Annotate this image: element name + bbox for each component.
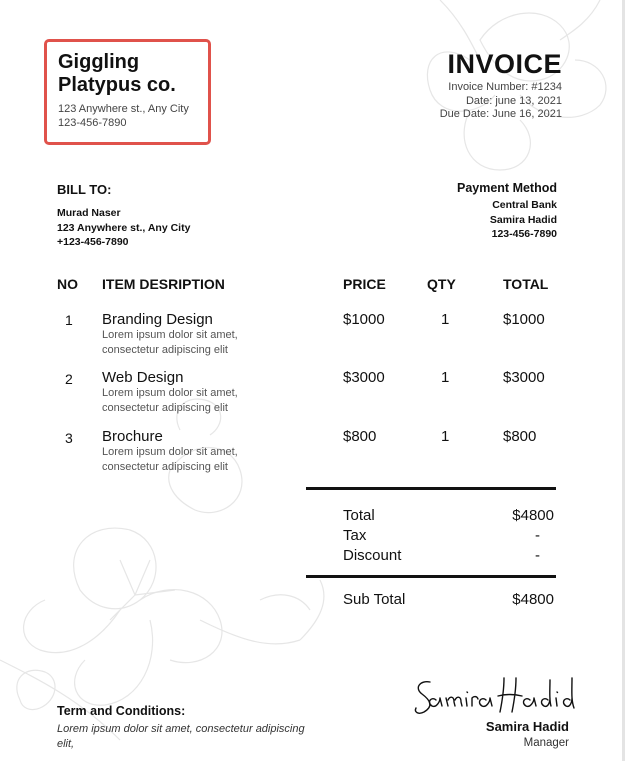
signature-image	[412, 672, 577, 720]
signatory-role: Manager	[523, 737, 569, 749]
discount-value: -	[535, 547, 540, 564]
item-price: $1000	[343, 311, 385, 328]
row-number: 2	[65, 371, 73, 387]
terms-text: Lorem ipsum dolor sit amet, consectetur adipiscing elit,	[57, 723, 305, 750]
header-qty: QTY	[427, 276, 456, 292]
invoice-due-date: Due Date: June 16, 2021	[439, 108, 562, 120]
payment-account-name: Samira Hadid	[489, 213, 557, 226]
client-address: 123 Anywhere st., Any City	[57, 221, 191, 234]
header-no: NO	[57, 276, 78, 292]
total-label: Total	[343, 507, 375, 524]
item-name: Brochure	[102, 428, 163, 445]
payment-bank: Central Bank	[492, 199, 557, 211]
row-number: 1	[65, 312, 73, 328]
header-price: PRICE	[343, 276, 386, 292]
signatory-name: Samira Hadid	[485, 719, 569, 734]
subtotal-label: Sub Total	[343, 591, 406, 608]
item-description: Lorem ipsum dolor sit amet, consectetur adipiscing elit	[102, 329, 238, 356]
invoice-date: Date: june 13, 2021	[465, 94, 562, 107]
item-price: $3000	[343, 369, 385, 386]
row-number: 3	[65, 430, 73, 446]
payment-details	[490, 198, 557, 242]
item-description: Lorem ipsum dolor sit amet, consectetur adipiscing elit	[102, 387, 238, 414]
company-info-box	[44, 39, 211, 145]
payment-account-number: 123-456-7890	[491, 228, 557, 240]
company-name: Giggling Platypus co.	[58, 51, 176, 96]
item-qty: 1	[441, 311, 450, 328]
tax-value: -	[535, 527, 540, 544]
subtotal-value: $4800	[512, 591, 554, 608]
item-price: $800	[343, 428, 377, 445]
header-item: ITEM DESRIPTION	[102, 276, 225, 292]
item-total: $800	[503, 428, 537, 445]
terms-label: Term and Conditions:	[57, 704, 186, 718]
item-total: $1000	[503, 311, 545, 328]
summary-divider-bottom	[306, 575, 556, 578]
client-name: Murad Naser	[57, 207, 121, 219]
tax-label: Tax	[343, 527, 367, 544]
item-name: Web Design	[102, 369, 184, 386]
bill-to-label: BILL TO:	[57, 182, 112, 197]
invoice-meta	[440, 81, 562, 122]
item-description: Lorem ipsum dolor sit amet, consectetur adipiscing elit	[102, 446, 238, 473]
item-qty: 1	[441, 428, 450, 445]
company-address: 123 Anywhere st., Any City	[58, 103, 189, 115]
header-total: TOTAL	[503, 276, 549, 292]
payment-method-label: Payment Method	[456, 181, 557, 195]
item-total: $3000	[503, 369, 545, 386]
summary-divider-top	[306, 487, 556, 490]
company-phone: 123-456-7890	[58, 117, 127, 129]
bill-to-details	[57, 206, 190, 250]
client-phone: +123-456-7890	[57, 236, 129, 248]
item-name: Branding Design	[102, 311, 213, 328]
discount-label: Discount	[343, 547, 402, 564]
item-qty: 1	[441, 369, 450, 386]
invoice-title: INVOICE	[447, 49, 562, 79]
total-value: $4800	[512, 507, 554, 524]
invoice-number: Invoice Number: #1234	[448, 81, 562, 93]
